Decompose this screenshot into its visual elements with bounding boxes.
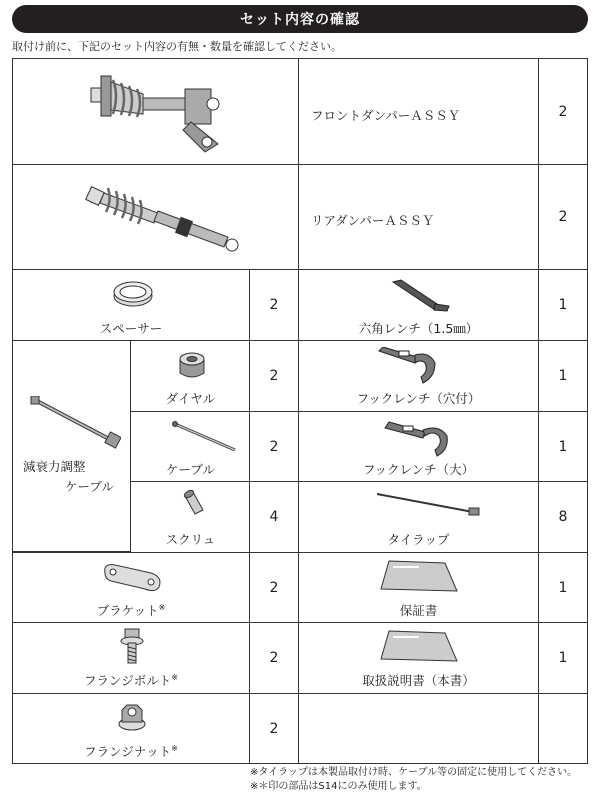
- hex-wrench-icon: [387, 278, 451, 314]
- screw-icon: [181, 488, 207, 524]
- hook-wrench-small-qty: 1: [558, 368, 568, 384]
- flange-bolt-cell: [12, 622, 250, 694]
- hex-wrench-qty-cell: [538, 269, 588, 341]
- front-damper-name-cell: [298, 58, 539, 165]
- flange-bolt-icon: [119, 627, 145, 667]
- dial-qty: 2: [269, 368, 279, 384]
- tie-wrap-label: タイラップ: [387, 532, 450, 547]
- hex-wrench-label: 六角レンチ（1.5㎜）: [358, 321, 479, 336]
- hook-wrench-large-qty: 1: [558, 438, 568, 455]
- front-damper-qty-cell: [538, 58, 588, 165]
- spacer-icon: [111, 278, 155, 310]
- bracket-icon: [101, 559, 165, 595]
- hook-wrench-small-qty-cell: [538, 340, 588, 412]
- hook-wrench-large-cell: [298, 411, 539, 482]
- front-damper-label: フロントダンパーＡＳＳＹ: [311, 108, 461, 123]
- rear-damper-icon: [78, 173, 248, 263]
- manual-label: 取扱説明書（本書）: [362, 673, 475, 688]
- hook-wrench-small-cell: [298, 340, 539, 412]
- cable-qty-cell: [249, 411, 299, 482]
- bracket-qty-cell: [249, 552, 299, 623]
- flange-bolt-mark: ※: [171, 672, 178, 682]
- note-tie-wrap: ※タイラップは本製品取付け時、ケーブル等の固定に使用してください。: [250, 767, 578, 778]
- bracket-label: [13, 601, 249, 619]
- rear-damper-label: リアダンパーＡＳＳＹ: [311, 213, 435, 228]
- dial-icon: [177, 349, 207, 383]
- cable-qty: 2: [269, 438, 279, 455]
- flange-nut-mark: ※: [171, 743, 178, 753]
- tie-wrap-qty: 8: [558, 509, 568, 525]
- cable-cell: [130, 411, 251, 482]
- bracket-qty: 2: [269, 579, 279, 596]
- flange-bolt-name: フランジボルト: [84, 673, 172, 688]
- hex-wrench-cell: [298, 269, 539, 341]
- manual-qty-cell: [538, 622, 588, 694]
- flange-nut-qty-cell: [249, 693, 299, 764]
- screw-qty: 4: [269, 509, 279, 525]
- screw-cell: [130, 481, 251, 553]
- flange-nut-icon: [117, 702, 147, 734]
- empty-qty-cell: [538, 693, 588, 764]
- manual-qty: 1: [558, 650, 568, 666]
- warranty-qty-cell: [538, 552, 588, 623]
- spacer-qty: 2: [269, 297, 279, 313]
- intro-text: 取付け前に、下記のセット内容の有無・数量を確認してください。: [12, 40, 342, 53]
- manual-document-icon: [379, 629, 461, 665]
- warranty-qty: 1: [558, 579, 568, 596]
- flange-bolt-qty: 2: [269, 650, 279, 666]
- adjust-cable-label-line2: ケーブル: [65, 479, 114, 494]
- dial-qty-cell: [249, 340, 299, 412]
- hook-wrench-small-label: フックレンチ（穴付）: [356, 391, 481, 406]
- rear-damper-qty-cell: [538, 164, 588, 270]
- flange-nut-name: フランジナット: [84, 744, 172, 759]
- hook-wrench-large-label: フックレンチ（大）: [362, 462, 475, 477]
- dial-label: ダイヤル: [165, 391, 216, 406]
- hook-wrench-large-icon: [383, 418, 465, 458]
- screw-qty-cell: [249, 481, 299, 553]
- front-damper-icon: [73, 64, 243, 159]
- bracket-cell: [12, 552, 250, 623]
- note-s14: ※＊印の部品はS14にのみ使用します。: [250, 781, 427, 792]
- cable-icon: [171, 420, 241, 454]
- empty-cell: [298, 693, 539, 764]
- bracket-name: ブラケット: [96, 603, 159, 618]
- notes: [250, 766, 577, 794]
- warranty-label: 保証書: [399, 603, 438, 618]
- section-title-banner: [12, 5, 588, 33]
- flange-nut-label: [13, 742, 249, 760]
- flange-nut-cell: [12, 693, 250, 764]
- bracket-mark: ※: [158, 602, 166, 612]
- rear-damper-qty: 2: [558, 209, 568, 225]
- spacer-label: スペーサー: [99, 321, 163, 336]
- spacer-cell: [12, 269, 250, 341]
- hex-wrench-qty: 1: [558, 297, 568, 313]
- screw-label: スクリュ: [165, 532, 216, 547]
- warranty-document-icon: [379, 559, 461, 595]
- manual-cell: [298, 622, 539, 694]
- rear-damper-image-cell: [12, 164, 299, 270]
- adjust-cable-group-cell: [12, 340, 131, 552]
- flange-bolt-qty-cell: [249, 622, 299, 694]
- tie-wrap-cell: [298, 481, 539, 553]
- cable-label: ケーブル: [166, 462, 215, 477]
- hook-wrench-small-icon: [377, 347, 459, 387]
- dial-cell: [130, 340, 251, 412]
- hook-wrench-large-qty-cell: [538, 411, 588, 482]
- flange-bolt-label: [13, 671, 249, 689]
- adjust-cable-icon: [29, 396, 121, 450]
- front-damper-qty: 2: [558, 103, 568, 120]
- adjust-cable-label-line1: 減衰力調整: [23, 459, 86, 474]
- spacer-qty-cell: [249, 269, 299, 341]
- warranty-cell: [298, 552, 539, 623]
- front-damper-image-cell: [12, 58, 299, 165]
- flange-nut-qty: 2: [269, 720, 279, 737]
- tie-wrap-icon: [373, 490, 483, 520]
- tie-wrap-qty-cell: [538, 481, 588, 553]
- rear-damper-name-cell: [298, 164, 539, 270]
- section-title: セット内容の確認: [240, 12, 360, 28]
